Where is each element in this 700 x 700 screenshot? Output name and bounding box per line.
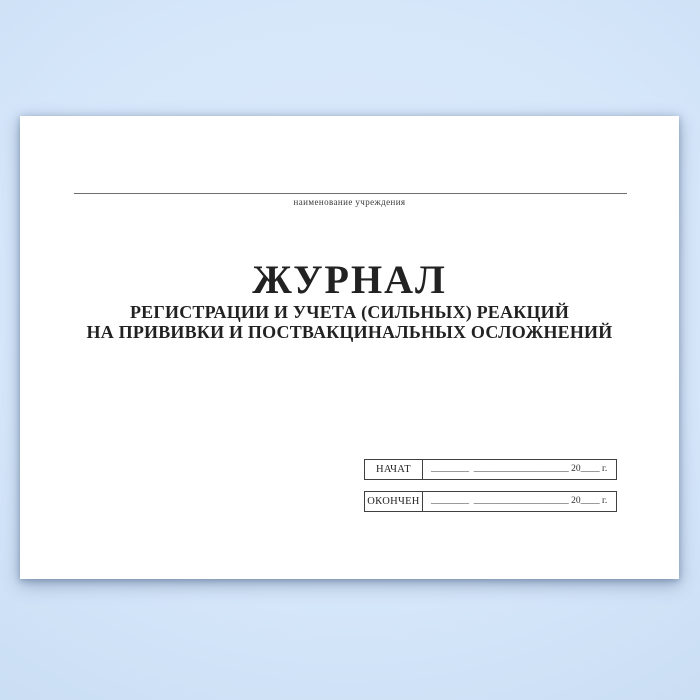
org-name-blank-line [74,193,627,194]
journal-title: ЖУРНАЛ [252,257,447,302]
org-name-caption: наименование учреждения [293,197,406,207]
journal-cover-page [20,116,679,579]
started-blank-value: ________ ____________________ 20____ г. [431,464,608,474]
finished-blank-value: ________ ____________________ 20____ г. [431,496,608,506]
subtitle-line-2: НА ПРИВИВКИ И ПОСТВАКЦИНАЛЬНЫХ ОСЛОЖНЕНИЙ [86,321,613,342]
finished-date-box [364,491,617,512]
finished-label: ОКОНЧЕН [365,492,423,511]
started-label: НАЧАТ [365,460,423,479]
subtitle-line-1: РЕГИСТРАЦИИ И УЧЕТА (СИЛЬНЫХ) РЕАКЦИЙ [129,302,570,322]
started-date-box [364,459,617,480]
journal-subtitle [20,303,679,342]
